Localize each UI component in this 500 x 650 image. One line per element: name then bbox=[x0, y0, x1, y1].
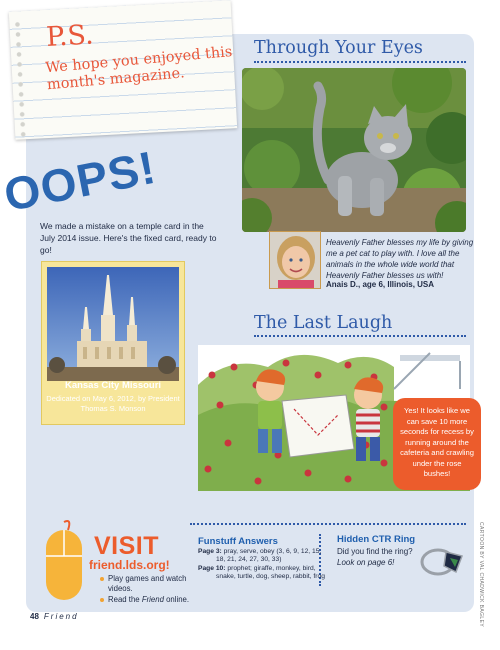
oops-text: We made a mistake on a temple card in the July 2014 issue. Here's the fixed card, ready to go! bbox=[40, 221, 217, 255]
child-photo bbox=[269, 231, 321, 289]
speech-bubble bbox=[393, 398, 481, 490]
cat-photo bbox=[242, 68, 466, 232]
page-3-label: Page 3: bbox=[198, 548, 222, 555]
page-number: 48 bbox=[30, 612, 39, 621]
ctr-ring-icon bbox=[418, 540, 466, 580]
oops-heading: OOPS! bbox=[0, 140, 161, 222]
last-laugh-title: The Last Laugh bbox=[254, 313, 393, 333]
bottom-dotted-rule bbox=[190, 523, 466, 525]
temple-dedication: Dedicated on May 6, 2012, by President Thomas S. Monson bbox=[46, 394, 180, 413]
visit-list bbox=[100, 574, 190, 606]
title-dotted-rule bbox=[254, 61, 466, 63]
temple-name: Kansas City Missouri bbox=[64, 380, 162, 391]
funstuff-heading: Funstuff Answers bbox=[198, 536, 278, 547]
speech-bubble-text: Yes! It looks like we can save 10 more seconds for recess by running around the cafeteria and crawling under the rose bushes! bbox=[400, 406, 474, 478]
page-folio bbox=[30, 612, 79, 621]
page-3-answers-cont: 18, 21, 24, 27, 30, 33) bbox=[216, 556, 282, 564]
page-3-answers: pray, serve, obey (3, 6, 9, 12, 15, bbox=[223, 548, 322, 555]
visit-list-item: Play games and watch videos. bbox=[100, 574, 190, 594]
cartoon-credit: CARTOON BY VAL CHADWICK BAGLEY bbox=[478, 522, 484, 628]
page-10-answers: prophet; giraffe, monkey, bird, bbox=[227, 564, 316, 572]
ctr-ring-heading: Hidden CTR Ring bbox=[337, 534, 416, 545]
quote-author: Anais D., age 6, Illinois, USA bbox=[326, 280, 435, 289]
through-your-eyes-title: Through Your Eyes bbox=[254, 38, 423, 58]
page-10-label: Page 10: bbox=[198, 564, 226, 572]
funstuff-answers bbox=[198, 548, 328, 581]
temple-photo bbox=[47, 267, 179, 381]
ps-heading: P.S. bbox=[45, 19, 95, 53]
note-binding-holes bbox=[12, 19, 28, 137]
magazine-name: Friend bbox=[43, 612, 79, 621]
ctr-line-1: Did you find the ring? bbox=[337, 547, 413, 556]
visit-list-item: Read the Friend online. bbox=[100, 595, 190, 605]
ctr-ring-text bbox=[337, 547, 413, 568]
ctr-line-2: Look on page 6! bbox=[337, 557, 395, 567]
ps-note-card bbox=[9, 0, 237, 139]
temple-caption bbox=[46, 380, 180, 420]
visit-url-link[interactable]: friend.lds.org! bbox=[89, 558, 170, 572]
ps-message: We hope you enjoyed this month's magazine. bbox=[44, 44, 233, 94]
computer-mouse-icon bbox=[44, 520, 84, 602]
child-quote: Heavenly Father blesses my life by giving me a pet cat to play with. I love all the animals in the whole wide world that Heavenly Father blesses us with! bbox=[326, 238, 474, 280]
page-10-answers-cont: snake, turtle, dog, sheep, rabbit, frog bbox=[216, 572, 325, 580]
visit-heading: VISIT bbox=[94, 532, 160, 560]
title-dotted-rule bbox=[254, 335, 466, 337]
